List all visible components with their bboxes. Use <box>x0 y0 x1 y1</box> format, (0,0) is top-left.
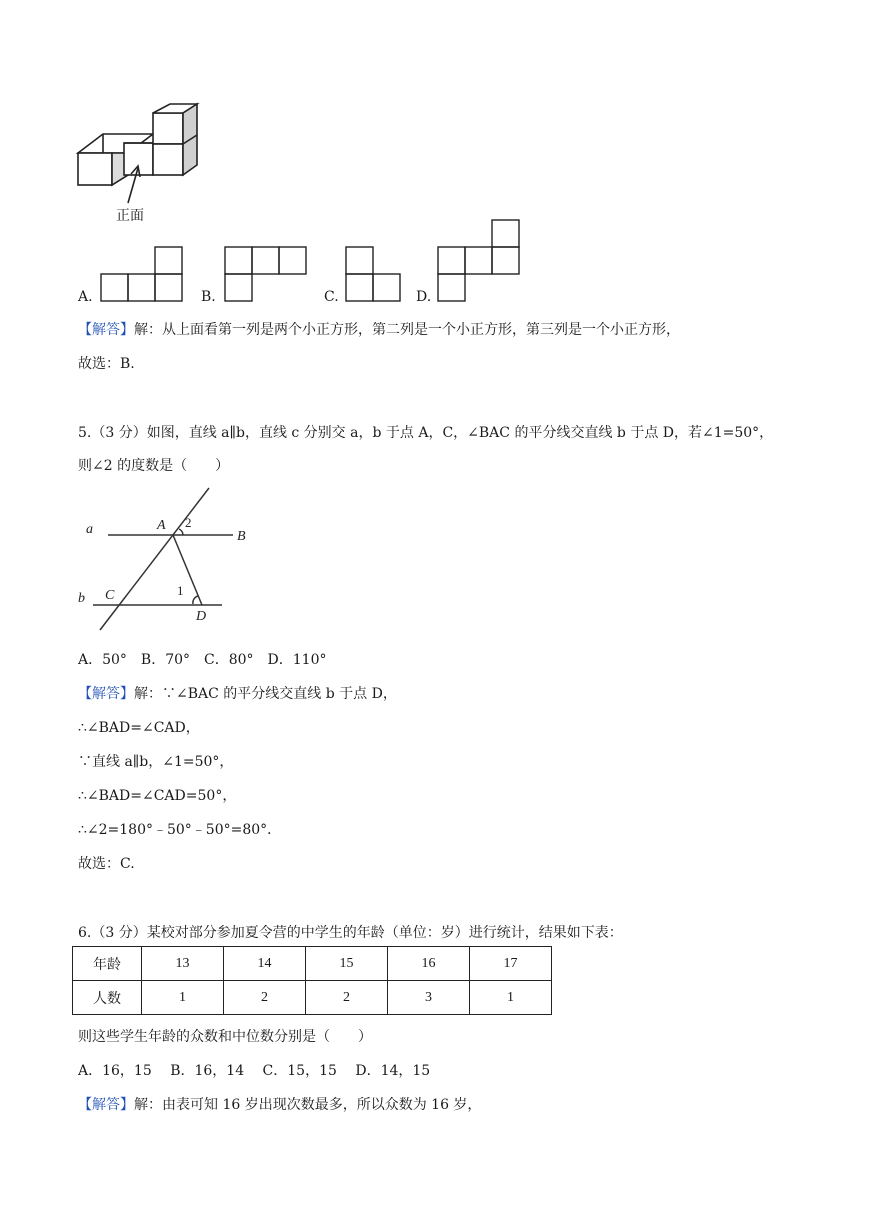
table-cell: 1 <box>142 981 224 1015</box>
q5-answer-line4: ∴∠BAD=∠CAD=50°， <box>78 788 237 804</box>
label-b: b <box>78 591 85 606</box>
q5-answer-text1: 解：∵∠BAC 的平分线交直线 b 于点 D， <box>134 686 397 702</box>
q5-options: A．50° B．70° C．80° D．110° <box>78 652 327 668</box>
table-cell: 13 <box>142 947 224 981</box>
label-D: D <box>196 609 207 624</box>
option-a-label: A. <box>78 289 93 305</box>
q5-stem-line1: 5.（3 分）如图，直线 a∥b，直线 c 分别交 a，b 于点 A，C，∠BAC 的平分线交直线 b 于点 D，若∠1=50°， <box>78 425 774 441</box>
q5-choice: 故选：C. <box>78 856 135 872</box>
q6-question: 则这些学生年龄的众数和中位数分别是（ ） <box>78 1029 372 1045</box>
option-c-label: C. <box>324 289 339 305</box>
q5-stem-line2: 则∠2 的度数是（ ） <box>78 458 230 474</box>
answer-tag: 【解答】 <box>78 686 134 702</box>
age-table <box>72 946 552 1015</box>
label-angle-1: 1 <box>177 583 184 598</box>
table-cell: 14 <box>224 947 306 981</box>
front-view-label: 正面 <box>116 208 144 224</box>
q6-answer-line <box>78 1094 481 1114</box>
table-cell: 1 <box>470 981 552 1015</box>
q4-choice: 故选：B. <box>78 356 135 372</box>
q5-answer-line3: ∵直线 a∥b，∠1=50°， <box>78 754 234 770</box>
q5-answer-line5: ∴∠2=180°﹣50°﹣50°=80°． <box>78 822 282 838</box>
label-C: C <box>105 588 115 603</box>
table-cell: 3 <box>388 981 470 1015</box>
table-cell: 2 <box>224 981 306 1015</box>
label-B: B <box>237 529 246 544</box>
answer-tag: 【解答】 <box>78 1097 134 1113</box>
label-angle-2: 2 <box>185 515 192 530</box>
table-row <box>73 947 552 981</box>
table-row <box>73 981 552 1015</box>
q5-answer-line1 <box>78 683 397 703</box>
table-cell: 16 <box>388 947 470 981</box>
table-cell: 年龄 <box>73 947 142 981</box>
label-a: a <box>86 522 93 537</box>
q4-answer-text: 解：从上面看第一列是两个小正方形，第二列是一个小正方形，第三列是一个小正方形， <box>134 322 680 338</box>
q5-answer-line2: ∴∠BAD=∠CAD， <box>78 720 200 736</box>
option-b-label: B. <box>201 289 216 305</box>
option-d-label: D. <box>416 289 432 305</box>
table-cell: 17 <box>470 947 552 981</box>
table-cell: 2 <box>306 981 388 1015</box>
label-A: A <box>157 518 166 533</box>
answer-tag: 【解答】 <box>78 322 134 338</box>
q6-stem: 6.（3 分）某校对部分参加夏令营的中学生的年龄（单位：岁）进行统计，结果如下表： <box>78 925 623 941</box>
q6-options: A．16，15 B．16，14 C．15，15 D．14，15 <box>78 1063 431 1079</box>
q6-answer-text: 解：由表可知 16 岁出现次数最多，所以众数为 16 岁， <box>134 1097 482 1113</box>
table-cell: 人数 <box>73 981 142 1015</box>
table-cell: 15 <box>306 947 388 981</box>
